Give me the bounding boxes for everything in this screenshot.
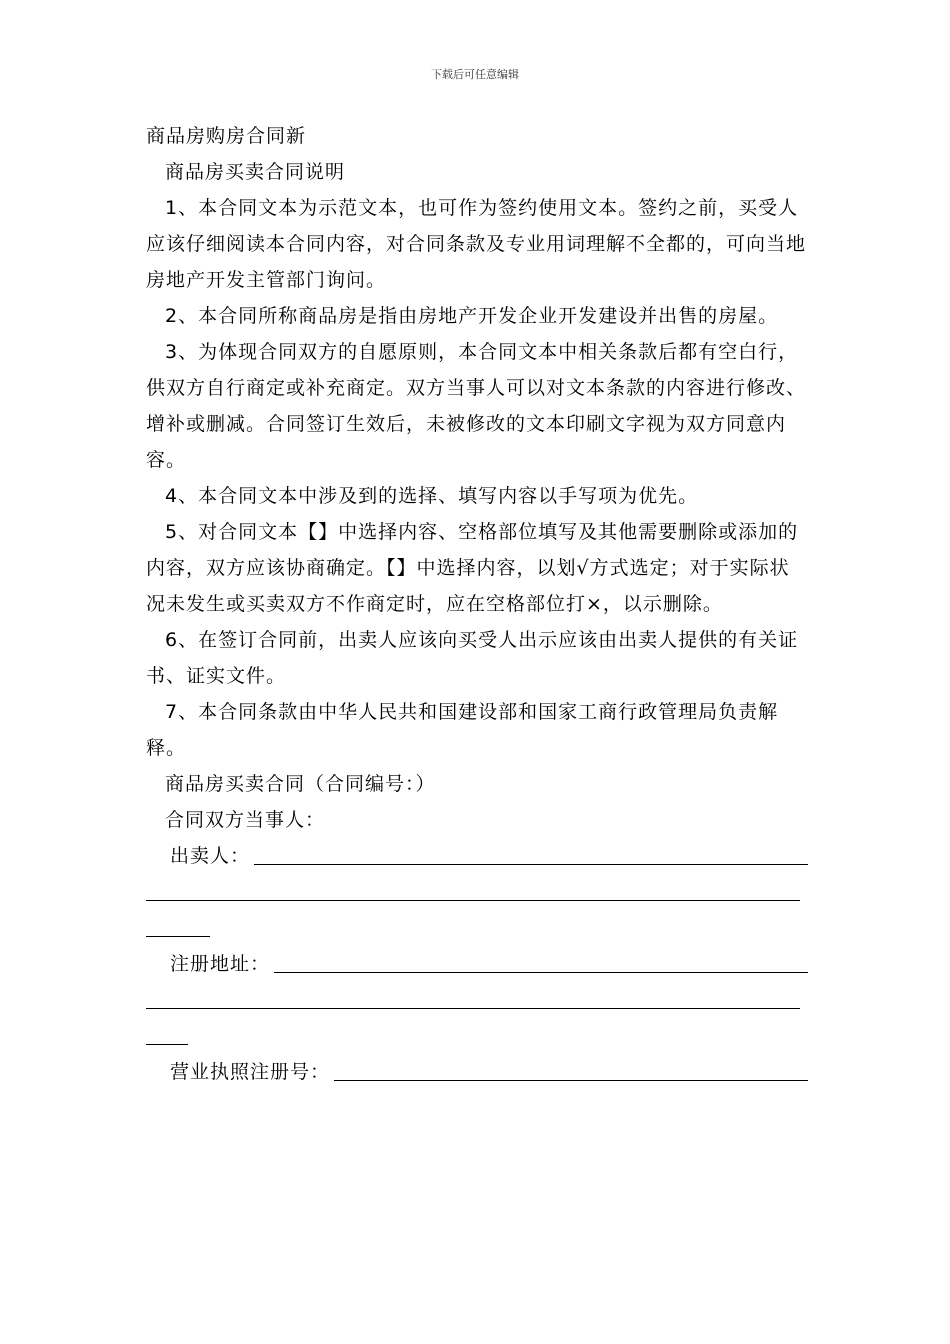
contract-title: 商品房买卖合同（合同编号：） [165,773,436,795]
paragraph-1: 1、本合同文本为示范文本，也可作为签约使用文本。签约之前，买受人应该仔细阅读本合同内容，对合同条款及专业用词理解不全都的，可向当地房地产开发主管部门询问。 [146,197,807,291]
paragraph-2: 2、本合同所称商品房是指由房地产开发企业开发建设并出售的房屋。 [165,305,779,327]
license-label: 营业执照注册号： [170,1061,331,1083]
seller-fill-line-3[interactable] [146,910,808,946]
page-header-note: 下载后可任意编辑 [431,68,519,81]
address-label: 注册地址： [170,953,271,975]
seller-field[interactable] [146,838,808,874]
seller-fill-line-2[interactable] [146,874,808,910]
address-field[interactable] [146,946,808,982]
address-fill-line-2[interactable] [146,982,808,1018]
seller-fill-line[interactable] [254,863,808,865]
paragraph-3: 3、为体现合同双方的自愿原则，本合同文本中相关条款后都有空白行，供双方自行商定或补充商定。双方当事人可以对文本条款的内容进行修改、增补或删减。合同签订生效后，未被修改的文本印刷文字视为双方同意内容。 [146,341,807,471]
paragraph-5: 5、对合同文本【】中选择内容、空格部位填写及其他需要删除或添加的内容，双方应该协商确定。【】中选择内容，以划√方式选定；对于实际状况未发生或买卖双方不作商定时，应在空格部位打×，以示删除。 [146,521,799,615]
paragraph-6: 6、在签订合同前，出卖人应该向买受人出示应该由出卖人提供的有关证书、证实文件。 [146,629,799,687]
address-fill-line-3[interactable] [146,1018,808,1054]
parties-label: 合同双方当事人： [165,809,326,831]
seller-label: 出卖人： [170,845,251,867]
address-fill-line[interactable] [274,971,808,973]
paragraph-7: 7、本合同条款由中华人民共和国建设部和国家工商行政管理局负责解释。 [146,701,779,759]
license-field[interactable] [146,1054,808,1090]
paragraph-4: 4、本合同文本中涉及到的选择、填写内容以手写项为优先。 [165,485,699,507]
document-title: 商品房购房合同新 [146,125,307,147]
license-fill-line[interactable] [334,1079,808,1081]
document-body [146,118,808,1090]
document-subtitle: 商品房买卖合同说明 [165,161,346,183]
